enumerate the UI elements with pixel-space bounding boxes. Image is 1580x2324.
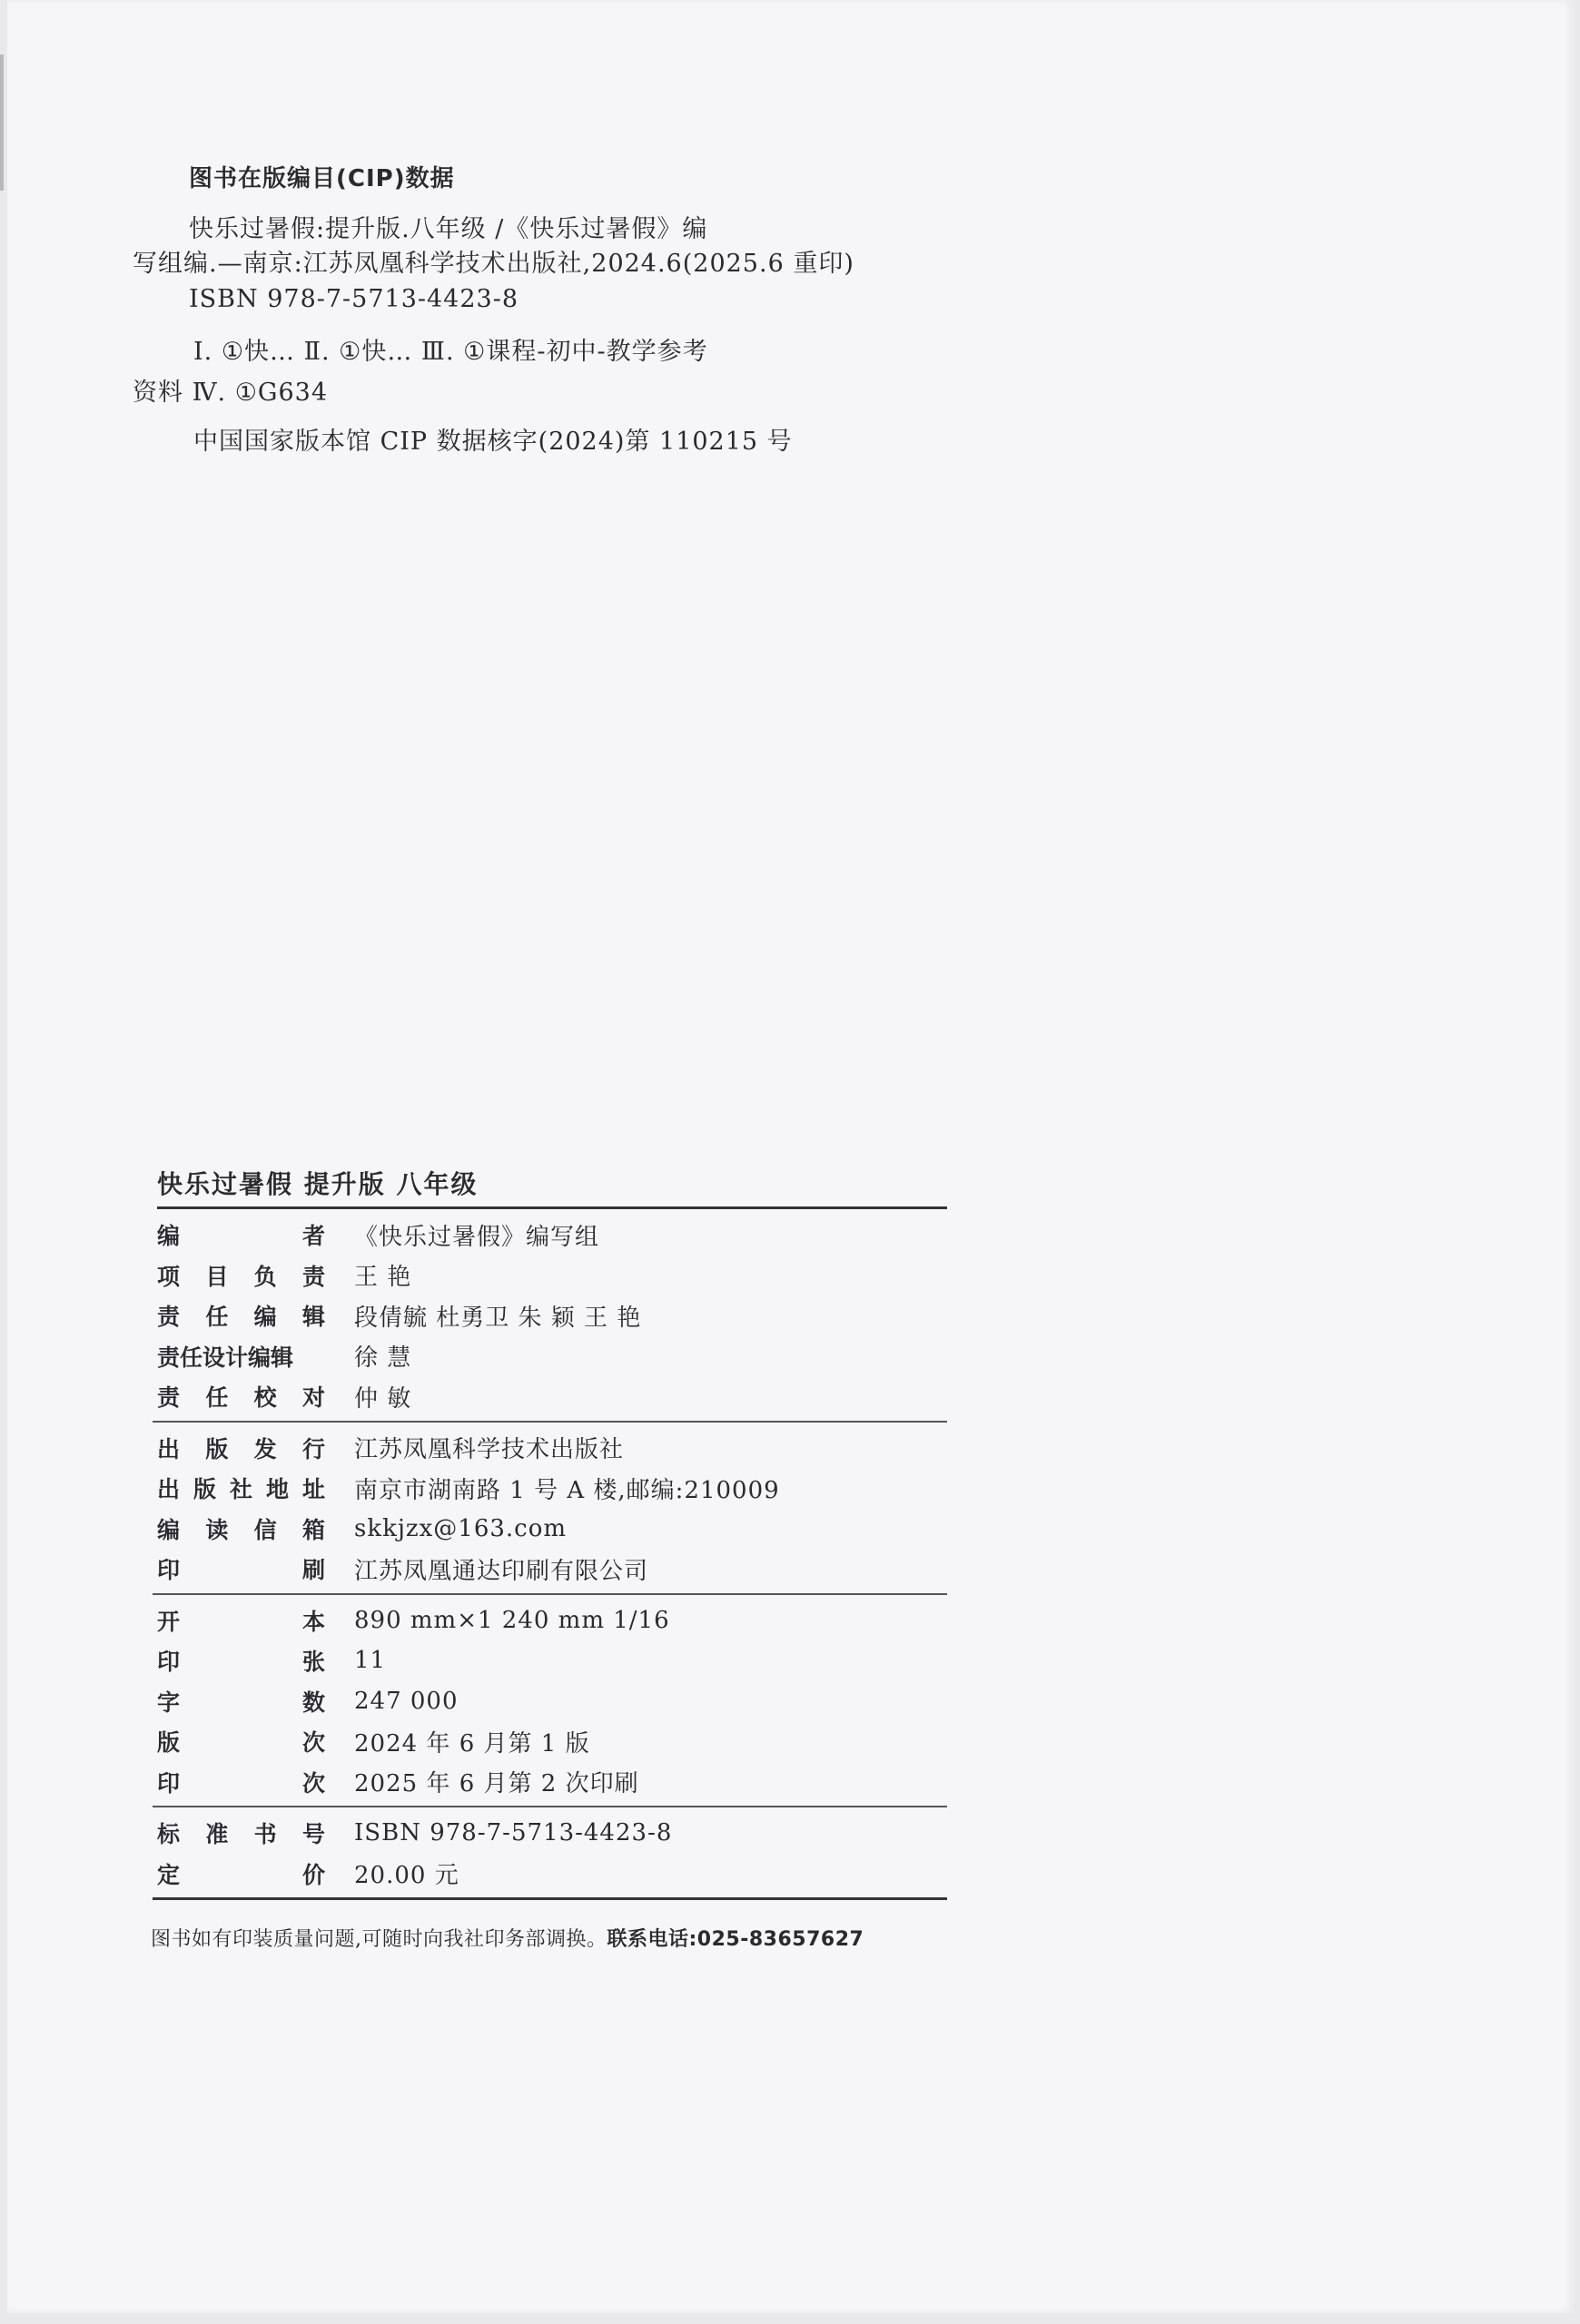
label-char: 准 (205, 1821, 229, 1848)
label-char: 次 (301, 1769, 325, 1797)
label-char: 责 (157, 1304, 181, 1331)
colophon-row-value: 仲 敏 (354, 1384, 412, 1413)
colophon-row-value: 南京市湖南路 1 号 A 楼,邮编:210009 (354, 1476, 780, 1504)
colophon-row (153, 1295, 947, 1336)
label-char: 行 (301, 1435, 325, 1462)
label-char: 印 (157, 1557, 181, 1584)
colophon-row-value: 890 mm×1 240 mm 1/16 (354, 1606, 670, 1634)
label-char: 编 (253, 1304, 277, 1331)
colophon-row-label (157, 1552, 325, 1585)
colophon-title: 快乐过暑假 提升版 八年级 (157, 1167, 947, 1209)
label-char: 标 (157, 1821, 181, 1848)
copyright-page (7, 0, 1575, 2313)
colophon-row (153, 1468, 947, 1509)
colophon-row-label (157, 1472, 325, 1504)
label-char: 书 (253, 1821, 277, 1848)
label-char: 本 (301, 1608, 325, 1635)
cip-isbn: ISBN 978-7-5713-4423-8 (189, 285, 519, 313)
colophon-group (153, 1423, 947, 1595)
colophon-row-label (157, 1817, 325, 1849)
colophon-row-label (157, 1259, 325, 1292)
label-char: 版 (157, 1729, 181, 1757)
colophon-table (153, 1167, 947, 1900)
colophon-row-value: 2024 年 6 月第 1 版 (354, 1729, 590, 1758)
label-char: 任 (205, 1304, 229, 1331)
colophon-row (153, 1681, 947, 1722)
cip-heading: 图书在版编目(CIP)数据 (189, 165, 455, 192)
label-char: 址 (301, 1476, 325, 1503)
label-char: 负 (253, 1263, 277, 1290)
label-char: 出 (157, 1476, 181, 1503)
colophon-row (153, 1640, 947, 1681)
label-char: 张 (301, 1649, 325, 1676)
cip-line-5: 资料 Ⅳ. ①G634 (133, 379, 329, 407)
colophon-row-value: skkjzx@163.com (354, 1514, 568, 1542)
label-char: 项 (157, 1263, 181, 1290)
label-char: 刷 (301, 1557, 325, 1584)
colophon-row (153, 1549, 947, 1590)
label-char: 社 (229, 1476, 252, 1503)
cip-line-6: 中国国家版本馆 CIP 数据核字(2024)第 110215 号 (193, 428, 793, 456)
colophon-row (153, 1600, 947, 1641)
colophon-row-value: 段倩毓 杜勇卫 朱 颖 王 艳 (354, 1304, 642, 1332)
label-char: 读 (205, 1516, 229, 1543)
colophon-row (153, 1428, 947, 1469)
footer-phone: 联系电话:025-83657627 (607, 1928, 864, 1951)
colophon-row-value: 11 (354, 1647, 387, 1675)
label-char: 印 (157, 1769, 181, 1797)
colophon-row-label (157, 1432, 325, 1464)
colophon-row-label (157, 1685, 325, 1718)
label-char: 版 (193, 1476, 216, 1503)
label-char: 辑 (301, 1304, 325, 1331)
colophon-row-label (157, 1644, 325, 1677)
footer-note (151, 1924, 864, 1952)
colophon-row (153, 1336, 947, 1377)
cip-line-4: Ⅰ. ①快… Ⅱ. ①快… Ⅲ. ①课程-初中-教学参考 (193, 338, 708, 366)
colophon-row (153, 1813, 947, 1854)
colophon-row (153, 1256, 947, 1296)
label-char: 版 (205, 1435, 229, 1462)
colophon-row (153, 1376, 947, 1417)
colophon-row (153, 1762, 947, 1803)
label-char: 目 (205, 1263, 229, 1290)
label-char: 价 (301, 1861, 325, 1888)
colophon-row (153, 1509, 947, 1550)
colophon-row-label (157, 1299, 325, 1332)
colophon-row-value: 247 000 (354, 1687, 459, 1715)
colophon-group (153, 1807, 947, 1900)
colophon-row-label (157, 1857, 325, 1890)
label-char: 校 (253, 1384, 277, 1412)
colophon-group (153, 1595, 947, 1808)
label-char: 号 (301, 1821, 325, 1848)
colophon-row-label (157, 1604, 325, 1637)
colophon-row-value: 《快乐过暑假》编写组 (354, 1223, 600, 1251)
cip-line-1: 快乐过暑假:提升版.八年级 /《快乐过暑假》编 (189, 215, 708, 243)
colophon-groups (153, 1209, 947, 1900)
colophon-row-label (157, 1725, 325, 1758)
label-char: 次 (301, 1729, 325, 1757)
colophon-row-value: 江苏凤凰科学技术出版社 (354, 1436, 625, 1464)
label-char: 任 (205, 1384, 229, 1412)
label-char: 责 (301, 1263, 325, 1290)
colophon-row-label (157, 1766, 325, 1798)
label-char: 数 (301, 1689, 325, 1716)
label-char: 责 (157, 1384, 181, 1412)
label-char: 发 (253, 1435, 277, 1462)
label-char: 出 (157, 1435, 181, 1462)
label-char: 者 (301, 1223, 325, 1250)
footer-note-text: 图书如有印装质量问题,可随时向我社印务部调换。 (151, 1928, 607, 1951)
label-char: 印 (157, 1649, 181, 1676)
colophon-row-value: 20.00 元 (354, 1862, 459, 1890)
colophon-row (153, 1215, 947, 1256)
label-char: 责任设计编辑 (157, 1344, 294, 1371)
colophon-row (153, 1721, 947, 1762)
label-char: 信 (253, 1516, 277, 1543)
label-char: 地 (265, 1476, 289, 1503)
label-char: 对 (301, 1384, 325, 1412)
colophon-row-label (157, 1512, 325, 1545)
colophon-row-value: ISBN 978-7-5713-4423-8 (354, 1819, 673, 1847)
label-char: 编 (157, 1516, 181, 1543)
colophon-row-label (157, 1218, 325, 1251)
label-char: 开 (157, 1608, 181, 1635)
colophon-row (153, 1854, 947, 1895)
colophon-row-value: 江苏凤凰通达印刷有限公司 (354, 1557, 649, 1585)
colophon-row-label (157, 1380, 325, 1413)
label-char: 箱 (301, 1516, 325, 1543)
colophon-row-value: 2025 年 6 月第 2 次印刷 (354, 1770, 639, 1798)
label-char: 定 (157, 1861, 181, 1888)
label-char: 编 (157, 1223, 181, 1250)
colophon-row-value: 王 艳 (354, 1264, 412, 1292)
label-char: 字 (157, 1689, 181, 1716)
colophon-row-label (157, 1340, 325, 1373)
colophon-row-value: 徐 慧 (354, 1344, 412, 1373)
cip-line-2: 写组编.—南京:江苏凤凰科学技术出版社,2024.6(2025.6 重印) (133, 250, 854, 278)
colophon-group (153, 1209, 947, 1423)
